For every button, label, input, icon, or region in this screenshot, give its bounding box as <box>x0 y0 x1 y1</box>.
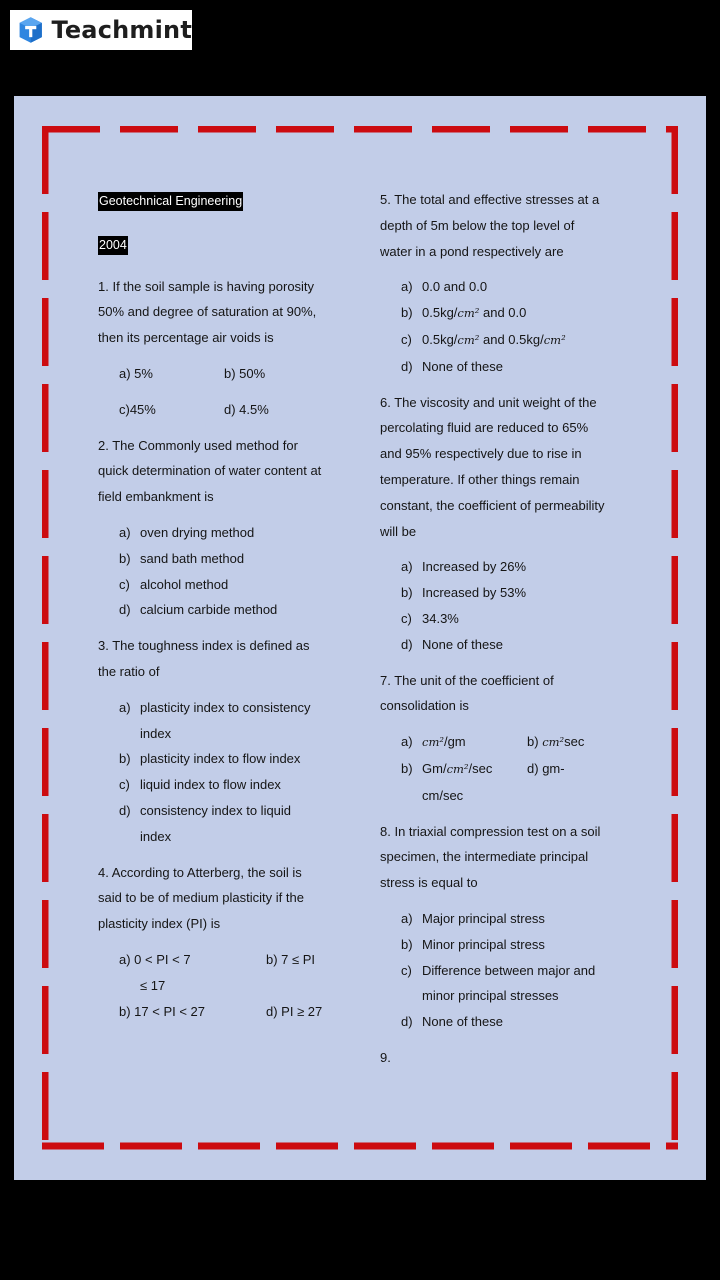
option: a) 0 < PI < 7 <box>119 951 191 967</box>
option: d) PI ≥ 27 <box>266 1003 323 1019</box>
question-line: 3. The toughness index is defined as <box>98 638 310 654</box>
question-line: then its percentage air voids is <box>98 330 274 346</box>
question-1 <box>98 274 348 423</box>
option: a) cm²/gm <box>401 734 466 750</box>
option: a) Increased by 26% <box>401 559 527 575</box>
option: d) None of these <box>401 1014 503 1030</box>
brand-name: Teachmint <box>51 16 192 44</box>
question-line: 4. According to Atterberg, the soil is <box>98 864 302 880</box>
option: a) Major principal stress <box>401 910 545 926</box>
question-line: 2. The Commonly used method for <box>98 437 298 453</box>
option: b) Minor principal stress <box>401 936 545 952</box>
option: c) liquid index to flow index <box>119 777 281 793</box>
question-line: will be <box>380 523 417 539</box>
question-line: water in a pond respectively are <box>380 243 564 259</box>
question-6 <box>380 390 640 658</box>
option: c) Difference between major and minor principal stresses <box>401 962 596 1004</box>
question-line: said to be of medium plasticity if the <box>98 890 304 906</box>
option: d) consistency index to liquid index <box>119 802 292 844</box>
question-line: 7. The unit of the coefficient of <box>380 672 554 688</box>
option-row <box>98 397 348 423</box>
question-line: stress is equal to <box>380 875 478 891</box>
option: b) 0.5kg/cm² and 0.0 <box>401 305 527 321</box>
question-2 <box>98 433 348 624</box>
option-continuation: ≤ 17 <box>140 977 166 993</box>
option: c)45% <box>119 401 156 417</box>
option: b) sand bath method <box>119 550 245 566</box>
option: b) 7 ≤ PI <box>266 951 316 967</box>
option: d) None of these <box>401 358 503 374</box>
option-continuation: cm/sec <box>422 787 464 803</box>
right-column <box>380 187 640 1071</box>
option: c) 0.5kg/cm² and 0.5kg/cm² <box>401 331 566 347</box>
option-row <box>380 756 640 783</box>
question-line: 6. The viscosity and unit weight of the <box>380 394 597 410</box>
option: d) calcium carbide method <box>119 602 278 618</box>
question-line: 8. In triaxial compression test on a soil <box>380 823 601 839</box>
option-row <box>98 999 348 1025</box>
question-7 <box>380 668 640 809</box>
question-line: quick determination of water content at <box>98 463 322 479</box>
option: b) cm²sec <box>527 734 585 750</box>
question-line: temperature. If other things remain <box>380 471 580 487</box>
option: a) 5% <box>119 365 153 381</box>
question-4 <box>98 860 348 1025</box>
question-line: specimen, the intermediate principal <box>380 849 589 865</box>
document-page <box>14 96 706 1180</box>
question-line: plasticity index (PI) is <box>98 916 221 932</box>
teachmint-logo <box>10 10 192 50</box>
option: d) 4.5% <box>224 401 269 417</box>
question-8 <box>380 819 640 1035</box>
question-line: depth of 5m below the top level of <box>380 217 575 233</box>
question-line: the ratio of <box>98 663 160 679</box>
question-5 <box>380 187 640 380</box>
left-column <box>98 188 348 1024</box>
question-line: field embankment is <box>98 489 214 505</box>
option: a) 0.0 and 0.0 <box>401 279 488 295</box>
question-line: 1. If the soil sample is having porosity <box>98 278 315 294</box>
question-line: and 95% respectively due to rise in <box>380 446 582 462</box>
question-line: constant, the coefficient of permeability <box>380 497 605 513</box>
option: c) alcohol method <box>119 576 229 592</box>
question-9: 9. <box>380 1049 391 1065</box>
option: b) plasticity index to flow index <box>119 751 301 767</box>
question-line: consolidation is <box>380 698 469 714</box>
option: b) Gm/cm²/sec <box>401 760 493 776</box>
option: d) None of these <box>401 636 503 652</box>
option-row <box>380 729 640 756</box>
option: b) 50% <box>224 365 266 381</box>
option-row <box>98 361 348 387</box>
option-row <box>98 947 348 973</box>
option: c) 34.3% <box>401 610 459 626</box>
option: b) Increased by 53% <box>401 585 527 601</box>
option: a) plasticity index to consistency index <box>119 699 311 741</box>
question-3 <box>98 633 348 849</box>
question-line: 50% and degree of saturation at 90%, <box>98 304 317 320</box>
question-line: 5. The total and effective stresses at a <box>380 192 600 207</box>
option: b) 17 < PI < 27 <box>119 1003 206 1019</box>
option: d) gm- <box>527 760 565 776</box>
subject-heading: Geotechnical Engineering <box>98 192 243 211</box>
cube-logo-icon <box>18 13 43 47</box>
option: a) oven drying method <box>119 524 255 540</box>
year-heading: 2004 <box>98 236 128 255</box>
question-line: percolating fluid are reduced to 65% <box>380 420 589 436</box>
